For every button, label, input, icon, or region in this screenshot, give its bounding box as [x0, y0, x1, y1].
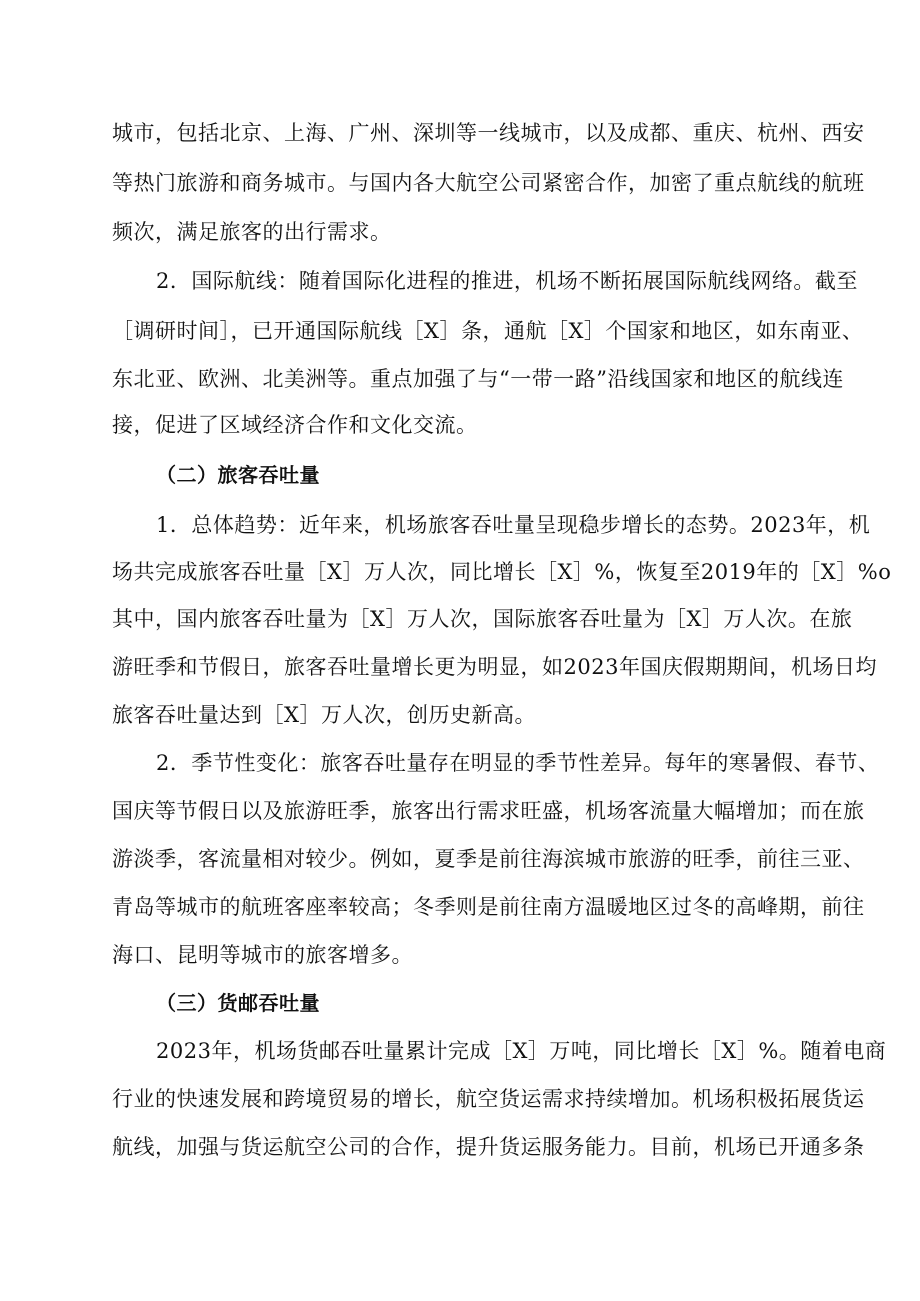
text-line: 海口、昆明等城市的旅客增多。	[112, 943, 413, 967]
text-line: ［调研时间］，已开通国际航线［X］条，通航［X］个国家和地区，如东南亚、	[112, 319, 864, 343]
text-line: 频次，满足旅客的出行需求。	[112, 220, 392, 244]
text-line: 城市，包括北京、上海、广州、深圳等一线城市，以及成都、重庆、杭州、西安	[112, 121, 865, 145]
text-line: 青岛等城市的航班客座率较高；冬季则是前往南方温暖地区过冬的高峰期，前往	[112, 895, 865, 919]
text-line: 游旺季和节假日，旅客吞吐量增长更为明显，如2023年国庆假期期间，机场日均	[112, 655, 877, 679]
text-line: 2．国际航线：随着国际化进程的推进，机场不断拓展国际航线网络。截至	[156, 269, 858, 293]
section-heading: （三）货邮吞吐量	[156, 991, 320, 1015]
text-line: 游淡季，客流量相对较少。例如，夏季是前往海滨城市旅游的旺季，前往三亚、	[112, 847, 865, 871]
text-line: 旅客吞吐量达到［X］万人次，创历史新高。	[112, 703, 536, 727]
text-line: 航线，加强与货运航空公司的合作，提升货运服务能力。目前，机场已开通多条	[112, 1135, 865, 1159]
text-line: 东北亚、欧洲、北美洲等。重点加强了与“一带一路”沿线国家和地区的航线连	[112, 367, 844, 391]
section-heading: （二）旅客吞吐量	[156, 463, 320, 487]
text-line: 行业的快速发展和跨境贸易的增长，航空货运需求持续增加。机场积极拓展货运	[112, 1087, 865, 1111]
text-line: 其中，国内旅客吞吐量为［X］万人次，国际旅客吞吐量为［X］万人次。在旅	[112, 607, 853, 631]
text-line: 场共完成旅客吞吐量［X］万人次，同比增长［X］%，恢复至2019年的［X］%o	[112, 560, 892, 584]
text-line: 1．总体趋势：近年来，机场旅客吞吐量呈现稳步增长的态势。2023年，机	[156, 513, 871, 537]
text-line: 接，促进了区域经济合作和文化交流。	[112, 413, 478, 437]
text-line: 国庆等节假日以及旅游旺季，旅客出行需求旺盛，机场客流量大幅增加；而在旅	[112, 799, 865, 823]
text-line: 等热门旅游和商务城市。与国内各大航空公司紧密合作，加密了重点航线的航班	[112, 171, 865, 195]
text-line: 2．季节性变化：旅客吞吐量存在明显的季节性差异。每年的寒暑假、春节、	[156, 751, 880, 775]
text-line: 2023年，机场货邮吞吐量累计完成［X］万吨，同比增长［X］%。随着电商	[156, 1039, 887, 1063]
